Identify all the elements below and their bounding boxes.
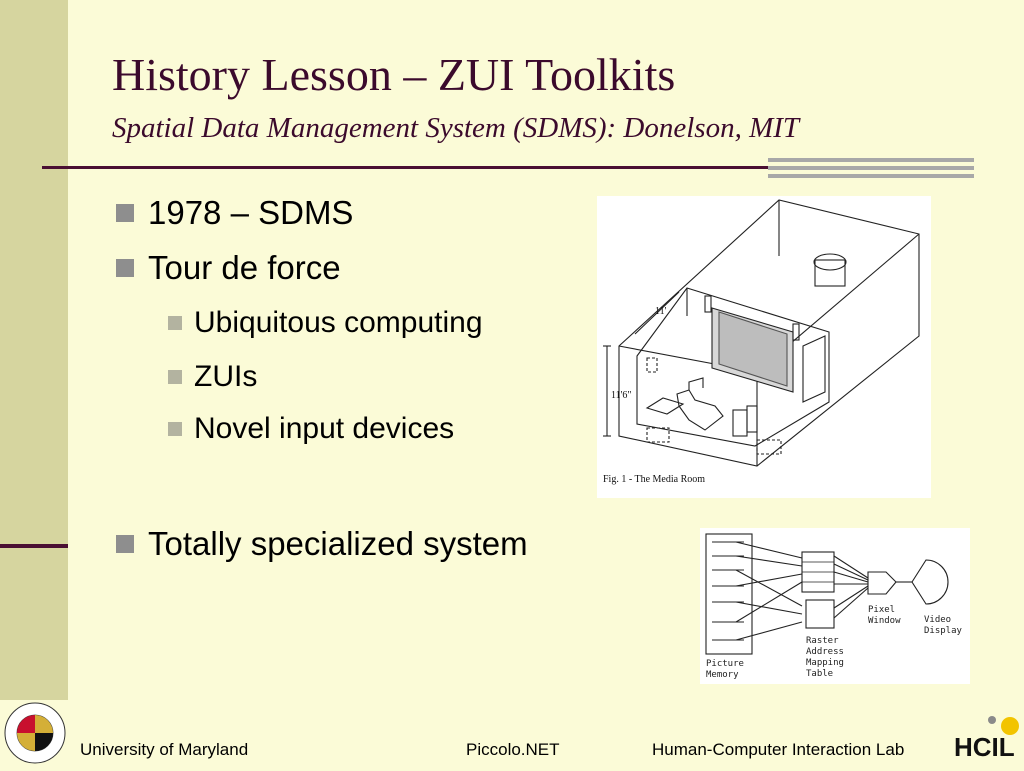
system-diagram-figure <box>700 528 970 684</box>
pixel-window-label-line1: Pixel <box>868 605 896 615</box>
bullet-text: Novel input devices <box>194 412 455 445</box>
hcil-logo-text: HCIL <box>954 732 1015 762</box>
slide-subtitle: Spatial Data Management System (SDMS): Donelson, MIT <box>112 112 800 144</box>
footer-university: University of Maryland <box>80 740 249 759</box>
bullet-item <box>116 251 341 284</box>
bullet-square-icon <box>168 316 182 330</box>
left-accent-line <box>0 544 68 548</box>
video-display-label-line2: Display <box>924 626 962 636</box>
footer-project: Piccolo.NET <box>466 740 560 759</box>
bullet-text: ZUIs <box>194 360 258 393</box>
bullet-square-icon <box>116 204 134 222</box>
pixel-window-label-line2: Window <box>868 616 901 626</box>
title-divider-accent <box>768 158 974 178</box>
figure-caption: Fig. 1 - The Media Room <box>603 474 706 485</box>
bullet-text: 1978 – SDMS <box>148 194 354 231</box>
bullet-item <box>116 196 353 229</box>
raster-label-line1: Raster <box>806 636 839 646</box>
picture-memory-label-line2: Memory <box>706 670 739 680</box>
left-decorative-band <box>0 0 68 700</box>
bullet-text: Tour de force <box>148 249 341 286</box>
width-dimension-label: 11' <box>655 306 667 317</box>
bullet-square-icon <box>168 422 182 436</box>
university-seal-logo <box>2 700 68 766</box>
sub-bullet-item <box>168 362 257 392</box>
media-room-figure <box>597 196 931 498</box>
bullet-item <box>116 527 528 560</box>
picture-memory-label-line1: Picture <box>706 659 744 669</box>
footer-lab: Human-Computer Interaction Lab <box>652 740 905 759</box>
system-diagram-drawing <box>700 528 970 684</box>
bullet-text: Totally specialized system <box>148 525 528 562</box>
bullet-square-icon <box>116 259 134 277</box>
raster-label-line3: Mapping <box>806 658 844 668</box>
sub-bullet-item <box>168 308 483 338</box>
raster-label-line2: Address <box>806 647 844 657</box>
video-display-label-line1: Video <box>924 615 952 625</box>
bullet-text: Ubiquitous computing <box>194 306 483 339</box>
bullet-square-icon <box>116 535 134 553</box>
media-room-drawing <box>597 196 931 498</box>
sub-bullet-item <box>168 414 454 444</box>
bullet-square-icon <box>168 370 182 384</box>
hcil-logo <box>952 712 1022 766</box>
slide-title: History Lesson – ZUI Toolkits <box>112 49 676 100</box>
height-dimension-label: 11'6" <box>611 390 632 401</box>
raster-label-line4: Table <box>806 669 834 679</box>
